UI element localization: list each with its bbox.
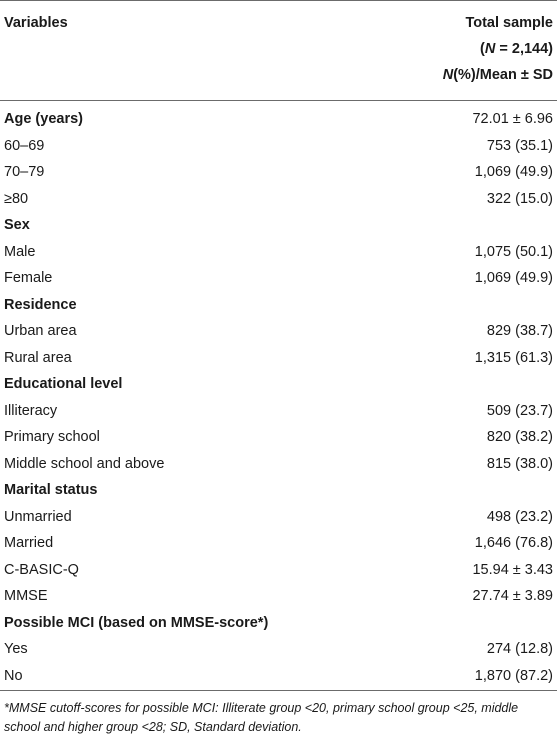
table-section-row — [0, 610, 557, 637]
header-rule — [0, 100, 557, 101]
table-row — [0, 159, 557, 186]
header-stat-line: N(%)/Mean ± SD — [442, 67, 553, 83]
row-value: 1,315 (61.3) — [474, 349, 553, 366]
row-label: ≥80 — [4, 190, 29, 207]
row-label: Yes — [4, 641, 28, 658]
row-label: MMSE — [4, 588, 48, 605]
table-body — [0, 106, 557, 689]
row-value: 1,075 (50.1) — [474, 243, 553, 260]
row-value: 27.74 ± 3.89 — [472, 588, 553, 605]
row-label: Married — [4, 535, 54, 552]
row-value: 498 (23.2) — [486, 508, 553, 525]
table-row — [0, 398, 557, 425]
header-n-line: (N = 2,144) — [480, 41, 553, 57]
row-label: Illiteracy — [4, 402, 58, 419]
row-value: 15.94 ± 3.43 — [472, 561, 553, 578]
table-row — [0, 583, 557, 610]
table-row — [0, 345, 557, 372]
table-row — [0, 530, 557, 557]
header-total-sample-label: Total sample — [465, 15, 553, 31]
row-label: Female — [4, 270, 53, 287]
table-row — [0, 636, 557, 663]
table-row — [0, 504, 557, 531]
table-section-row — [0, 212, 557, 239]
row-label: Urban area — [4, 323, 77, 340]
table-row — [0, 451, 557, 478]
row-value: 753 (35.1) — [486, 137, 553, 154]
row-value: 1,646 (76.8) — [474, 535, 553, 552]
footer-rule — [0, 690, 557, 691]
table-section-row — [0, 477, 557, 504]
row-label: Possible MCI (based on MMSE-score*) — [4, 614, 269, 631]
row-value: 820 (38.2) — [486, 429, 553, 446]
row-label: Marital status — [4, 482, 98, 499]
row-value: 322 (15.0) — [486, 190, 553, 207]
table-row — [0, 133, 557, 160]
header-variables: Variables — [4, 15, 68, 31]
header-total-sample — [353, 10, 553, 88]
table-row — [0, 186, 557, 213]
table-row — [0, 239, 557, 266]
row-label: Rural area — [4, 349, 72, 366]
row-label: Sex — [4, 217, 30, 234]
row-label: 70–79 — [4, 164, 45, 181]
row-value: 1,069 (49.9) — [474, 270, 553, 287]
table-row — [0, 265, 557, 292]
row-label: Middle school and above — [4, 455, 165, 472]
row-value: 274 (12.8) — [486, 641, 553, 658]
row-value: 1,870 (87.2) — [474, 667, 553, 684]
table-section-row — [0, 106, 557, 133]
row-label: 60–69 — [4, 137, 45, 154]
row-value: 509 (23.7) — [486, 402, 553, 419]
row-label: Primary school — [4, 429, 100, 446]
table-row — [0, 318, 557, 345]
row-label: Educational level — [4, 376, 123, 393]
row-label: No — [4, 667, 23, 684]
row-value: 815 (38.0) — [486, 455, 553, 472]
table-row — [0, 557, 557, 584]
top-rule — [0, 0, 557, 1]
row-label: Unmarried — [4, 508, 72, 525]
table-section-row — [0, 292, 557, 319]
table-row — [0, 424, 557, 451]
footnote: *MMSE cutoff-scores for possible MCI: Illiterate group <20, primary school group <25, middle school and higher group <28; SD, Standard deviation. — [4, 701, 519, 734]
row-label: Residence — [4, 296, 77, 313]
table-row — [0, 663, 557, 690]
row-label: Age (years) — [4, 111, 83, 128]
row-label: Male — [4, 243, 36, 260]
row-value: 72.01 ± 6.96 — [472, 111, 553, 128]
row-value: 829 (38.7) — [486, 323, 553, 340]
row-label: C-BASIC-Q — [4, 561, 79, 578]
table-section-row — [0, 371, 557, 398]
row-value: 1,069 (49.9) — [474, 164, 553, 181]
